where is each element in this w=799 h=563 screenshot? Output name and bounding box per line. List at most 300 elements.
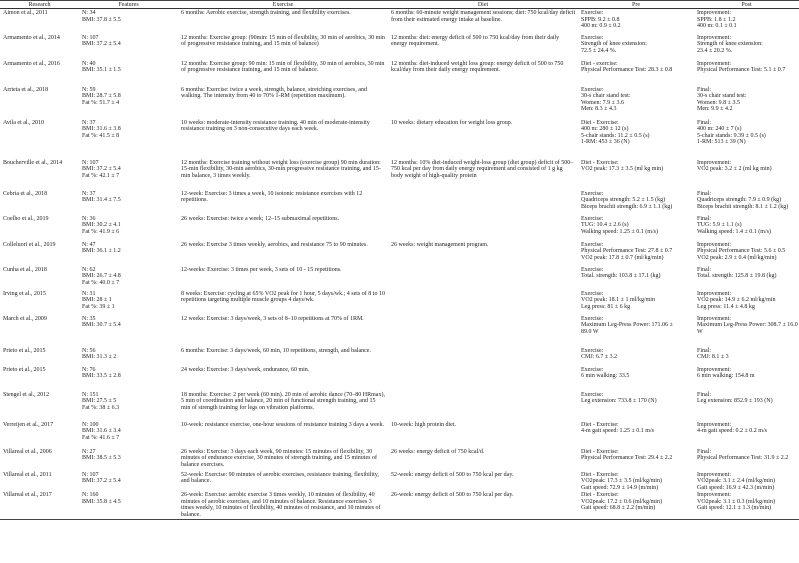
- exercise-cell: [178, 159, 388, 190]
- post-line: Final:: [697, 347, 712, 354]
- feature-line: BMI: 31.6 ± 3.4: [82, 428, 121, 435]
- features-cell: [79, 491, 178, 519]
- post-cell: [694, 448, 799, 471]
- diet-cell: [388, 34, 578, 60]
- exercise-text: 12 months: Exercise training without weight loss (exercise group) 90 min duration: 15-min flexibility, 30-min aerobics, 30-min progressive resistance training, and 15-min balance, 3 times weekly.: [181, 159, 381, 179]
- table-row: [0, 347, 799, 366]
- diet-text: 10-week: high protein diet.: [391, 421, 456, 428]
- diet-cell: [388, 421, 578, 448]
- diet-cell: [388, 215, 578, 241]
- post-line: 400 m: 0.1 ± 0.1: [697, 23, 737, 30]
- research-cell: [0, 391, 79, 421]
- header-exercise: Exercise: [178, 1, 388, 9]
- research-cell: [0, 86, 79, 119]
- exercise-cell: [178, 86, 388, 119]
- exercise-text: 12-week: Exercise: 3 times a week, 10 isotonic resistance exercises with 12 repetitions.: [181, 190, 363, 204]
- pre-line: Exercise:: [581, 10, 604, 16]
- feature-line: BMI: 30.2 ± 4.1: [82, 222, 121, 229]
- post-line: TUG: 5.9 ± 1.1 (s): [697, 222, 742, 229]
- post-line: Leg extension: 852.9 ± 193 (N): [697, 398, 773, 405]
- exercise-cell: [178, 190, 388, 215]
- feature-line: N: 151: [82, 391, 99, 398]
- features-cell: [79, 9, 178, 34]
- research-cell: [0, 34, 79, 60]
- features-cell: [79, 86, 178, 119]
- pre-line: Physical Performance Test: 29.4 ± 2.2: [581, 455, 673, 462]
- pre-line: Diet - Exercise:: [581, 421, 619, 428]
- exercise-text: 10-week: resistance exercise, one-hour sessions of resistance training 3 days a week.: [181, 421, 385, 428]
- feature-line: BMI: 35.8 ± 4.5: [82, 498, 121, 505]
- post-line: 5-chair stands: 9.39 ± 0.5 (s): [697, 132, 766, 139]
- diet-text: 52-week: energy deficit of 500 to 750 kcal per day.: [391, 471, 514, 478]
- table-row: [0, 491, 799, 519]
- features-cell: [79, 315, 178, 347]
- exercise-cell: [178, 266, 388, 290]
- pre-cell: [578, 448, 694, 471]
- post-cell: [694, 421, 799, 448]
- research-cell: [0, 119, 79, 159]
- feature-line: BMI: 31.3 ± 2: [82, 354, 117, 361]
- feature-line: N: 36: [82, 215, 96, 222]
- feature-line: BMI: 37.2 ± 5.4: [82, 166, 121, 173]
- pre-line: Exercise:: [581, 366, 604, 373]
- exercise-cell: [178, 215, 388, 241]
- table-body: [0, 9, 799, 520]
- diet-text: 26 weeks: weight management program.: [391, 241, 489, 248]
- features-cell: [79, 448, 178, 471]
- diet-cell: [388, 119, 578, 159]
- pre-line: Leg press: 81 ± 6 kg: [581, 303, 631, 310]
- post-line: Improvement:: [697, 492, 731, 499]
- feature-line: Fat %: 39 ± 1: [82, 303, 115, 310]
- table-row: [0, 159, 799, 190]
- feature-line: BMI: 38.5 ± 5.3: [82, 455, 121, 462]
- feature-line: N: 27: [82, 448, 96, 455]
- post-line: Final:: [697, 215, 712, 222]
- research-name: Prieto et al., 2015: [3, 366, 46, 373]
- research-cell: [0, 347, 79, 366]
- pre-cell: [578, 34, 694, 60]
- diet-text: 12 months: 10% diet-induced weight-loss group (diet group) deficit of 500–750 kcal per day from daily energy requirement and consisted of 1 g kg body weight of high-quality protein: [391, 159, 574, 179]
- pre-line: 5-chair stands: 11.2 ± 0.5 (s): [581, 132, 650, 139]
- post-cell: [694, 9, 799, 34]
- pre-line: Physical Performance Test: 27.8 ± 0.7: [581, 248, 673, 255]
- feature-line: Fat %: 42.1 ± 7: [82, 172, 120, 179]
- pre-line: 30-s chair stand test:: [581, 93, 631, 100]
- post-line: Maximum Leg-Press Power: 308.7 ± 16.0: [697, 322, 798, 329]
- pre-cell: [578, 266, 694, 290]
- research-cell: [0, 9, 79, 34]
- post-line: Improvement:: [697, 366, 731, 373]
- diet-cell: [388, 471, 578, 492]
- features-cell: [79, 190, 178, 215]
- diet-text: 10 weeks: dietary education for weight loss group.: [391, 119, 513, 126]
- post-cell: [694, 315, 799, 347]
- post-line: Physical Performance Test: 5.1 ± 0.7: [697, 67, 786, 74]
- post-line: Biceps brachii strength: 8.1 ± 1.2 (kg): [697, 203, 789, 210]
- post-line: Improvement:: [697, 60, 731, 67]
- table-row: [0, 9, 799, 34]
- research-cell: [0, 159, 79, 190]
- research-name: Prieto et al., 2015: [3, 347, 46, 354]
- research-name: Cunha et al., 2018: [3, 266, 47, 273]
- exercise-cell: [178, 119, 388, 159]
- pre-line: Diet - Exercise:: [581, 471, 619, 478]
- feature-line: N: 35: [82, 315, 96, 322]
- feature-line: N: 56: [82, 347, 96, 354]
- table-row: [0, 290, 799, 315]
- pre-line: VO2 peak: 17.8 ± 0.7 (ml/kg/min): [581, 254, 664, 261]
- pre-line: Exercise:: [581, 290, 604, 297]
- feature-line: Fat %: 41.6 ± 7: [82, 434, 120, 441]
- feature-line: Fat %: 41.5 ± 8: [82, 132, 120, 139]
- exercise-text: 24 weeks: Exercise: 3 days/week, endurance, 60 min.: [181, 366, 310, 373]
- feature-line: N: 47: [82, 241, 96, 248]
- feature-line: BMI: 28 ± 1: [82, 297, 112, 304]
- post-line: Final:: [697, 391, 712, 398]
- diet-cell: [388, 347, 578, 366]
- post-line: Improvement:: [697, 315, 731, 322]
- exercise-cell: [178, 421, 388, 448]
- header-diet: Diet: [388, 1, 578, 9]
- table-row: [0, 86, 799, 119]
- table-row: [0, 448, 799, 471]
- exercise-text: 26-week: Exercise: aerobic exercise 3 times weekly, 10 minutes of flexibility, 40 minutes of aerobic exercises, and 10 minutes of balance. Resistance exercises 3 times weekly, 10 minutes of flexibility, 40 minutes of resistance, and 10 minutes of balance.: [181, 492, 381, 519]
- pre-line: Diet - Exercise:: [581, 448, 619, 455]
- exercise-cell: [178, 290, 388, 315]
- exercise-text: 12 months: Exercise group: 90 min: 15 min of flexibility, 30 min of aerobics, 30 min of progressive resistance training, and 15 min of balance.: [181, 60, 385, 74]
- research-name: Colleluori et al., 2019: [3, 241, 56, 248]
- feature-line: BMI: 28.7 ± 5.8: [82, 93, 121, 100]
- post-line: Final:: [697, 448, 712, 455]
- research-name: Boucherville et al., 2014: [3, 159, 63, 166]
- pre-line: VO2peak: 17.3 ± 3.5 (ml/kg/min): [581, 478, 662, 485]
- diet-cell: [388, 86, 578, 119]
- post-line: Quadriceps strength: 7.9 ± 0.9 (kg): [697, 197, 782, 204]
- pre-line: Exercise:: [581, 266, 604, 273]
- diet-cell: [388, 9, 578, 34]
- diet-cell: [388, 290, 578, 315]
- pre-line: Maximum Leg-Press Power: 171.06 ±: [581, 322, 673, 329]
- features-cell: [79, 241, 178, 266]
- research-cell: [0, 215, 79, 241]
- feature-line: N: 107: [82, 34, 99, 41]
- post-line: Women: 9.8 ± 3.5: [697, 99, 740, 106]
- research-name: Aimon et al., 2011: [3, 10, 48, 16]
- table-row: [0, 34, 799, 60]
- pre-line: Quadriceps strength: 5.2 ± 1.5 (kg): [581, 197, 666, 204]
- pre-cell: [578, 347, 694, 366]
- post-line: CMJ: 8.1 ± 3: [697, 354, 729, 361]
- research-cell: [0, 491, 79, 519]
- post-line: 23.4 ± 20.2 %.: [697, 47, 733, 54]
- post-line: VO2peak: 3.1 ± 2.4 (ml/kg/min): [697, 478, 775, 485]
- feature-line: N: 34: [82, 10, 96, 16]
- exercise-cell: [178, 9, 388, 34]
- diet-cell: [388, 366, 578, 391]
- post-cell: [694, 290, 799, 315]
- post-line: Improvement:: [697, 34, 731, 41]
- table-row: [0, 215, 799, 241]
- feature-line: BMI: 31.6 ± 3.8: [82, 126, 121, 133]
- pre-line: Women: 7.9 ± 3.6: [581, 99, 624, 106]
- table-row: [0, 119, 799, 159]
- feature-line: N: 37: [82, 190, 96, 197]
- post-cell: [694, 215, 799, 241]
- exercise-text: 12 weeks: Exercise: 3 days/week, 3 sets of 8–10 repetitions at 70% of 1RM.: [181, 315, 364, 322]
- research-name: Villareal et al., 2011: [3, 471, 52, 478]
- exercise-cell: [178, 241, 388, 266]
- feature-line: BMI: 33.5 ± 2.8: [82, 373, 121, 380]
- research-name: March et al., 2009: [3, 315, 47, 322]
- pre-line: TUG: 10.4 ± 2.6 (s): [581, 222, 629, 229]
- post-line: Improvement:: [697, 10, 731, 16]
- features-cell: [79, 159, 178, 190]
- pre-cell: [578, 9, 694, 34]
- post-line: W: [697, 328, 703, 335]
- research-cell: [0, 448, 79, 471]
- features-cell: [79, 119, 178, 159]
- research-cell: [0, 471, 79, 492]
- post-line: 1-RM: 513 ± 39 (N): [697, 139, 746, 146]
- diet-text: 26-week: energy deficit of 500 to 750 kcal per day.: [391, 492, 514, 499]
- pre-cell: [578, 315, 694, 347]
- post-line: 30-s chair stand test:: [697, 93, 747, 100]
- pre-line: Total. strength: 103.8 ± 17.1 (kg): [581, 273, 661, 280]
- features-cell: [79, 266, 178, 290]
- header-pre: Pre: [578, 1, 694, 9]
- pre-line: VO2 peak: 17.3 ± 3.5 (ml kg min): [581, 166, 664, 173]
- post-line: 6 min walking: 154.8 m: [697, 373, 755, 380]
- pre-line: 72.5 ± 24.4 %.: [581, 47, 617, 54]
- post-line: Final:: [697, 86, 712, 93]
- features-cell: [79, 60, 178, 86]
- exercise-text: 18 months: Exercise: 2 per week (60 min). 20 min of aerobic dance (70–80 HRmax), 5 min of coordination and balance, 20 min of functional strength training, and 15 min of strength training for legs on vibration platforms.: [181, 391, 385, 411]
- post-line: Gait speed: 12.1 ± 1.3 (m/min): [697, 505, 772, 512]
- research-name: Armamento et al., 2014: [3, 34, 60, 41]
- exercise-text: 26 weeks: Exercise: 3 days each week, 90 minutes: 15 minutes of flexibility, 30 minutes of endurance exercise, 30 minutes of strength training, and 15 minutes of balance exercises.: [181, 448, 377, 468]
- post-line: VO2 peak: 14.9 ± 6.2 ml/kg/min: [697, 297, 776, 304]
- post-line: SPPB: 1.8 ± 1.2: [697, 16, 736, 23]
- diet-cell: [388, 391, 578, 421]
- table-row: [0, 421, 799, 448]
- pre-line: VO2peak: 17.2 ± 0.6 (ml/kg/min): [581, 498, 662, 505]
- post-line: 4-m gait speed: 0.2 ± 0.2 m/s: [697, 428, 767, 435]
- post-line: Strength of knee extension:: [697, 41, 763, 48]
- pre-line: Exercise:: [581, 215, 604, 222]
- post-cell: [694, 391, 799, 421]
- pre-cell: [578, 86, 694, 119]
- post-line: Improvement:: [697, 421, 731, 428]
- pre-cell: [578, 60, 694, 86]
- diet-text: 6 months: 60-minute weight management sessions; diet: 750 kcal/day deficit from their estimated energy intake at baseline.: [391, 10, 576, 23]
- pre-line: Exercise:: [581, 190, 604, 197]
- feature-line: Fat %: 41.9 ± 6: [82, 228, 120, 235]
- table-row: [0, 190, 799, 215]
- table-row: [0, 60, 799, 86]
- research-cell: [0, 266, 79, 290]
- research-name: Arrieta et al., 2018: [3, 86, 49, 93]
- post-line: Final:: [697, 266, 712, 273]
- research-name: Avila et al., 2010: [3, 119, 45, 126]
- pre-cell: [578, 190, 694, 215]
- diet-text: 12 months: diet: energy deficit of 500 to 750 kcal/day from their daily energy requirement.: [391, 34, 560, 48]
- header-row: [0, 1, 799, 9]
- feature-line: N: 62: [82, 266, 96, 273]
- features-cell: [79, 471, 178, 492]
- pre-line: Walking speed: 1.25 ± 0.1 (m/s): [581, 228, 658, 235]
- pre-line: Exercise:: [581, 241, 604, 248]
- header-features: Features: [79, 1, 178, 9]
- pre-line: Exercise:: [581, 34, 604, 41]
- post-line: VO2 peak: 2.9 ± 0.4 (ml/kg/min): [697, 254, 777, 261]
- pre-line: 400 m: 280 ± 12 (s): [581, 126, 629, 133]
- pre-line: Strength of knee extension:: [581, 41, 647, 48]
- table-row: [0, 471, 799, 492]
- diet-text: 12 months: diet-induced weight loss group: energy deficit of 500 to 750 kcal/day from their daily energy requirement.: [391, 60, 564, 74]
- exercise-cell: [178, 366, 388, 391]
- post-line: Improvement:: [697, 471, 731, 478]
- table-row: [0, 266, 799, 290]
- pre-line: Exercise:: [581, 86, 604, 93]
- exercise-cell: [178, 391, 388, 421]
- research-cell: [0, 241, 79, 266]
- post-line: Physical Performance Test: 31.9 ± 2.2: [697, 455, 789, 462]
- pre-line: 89.0 W: [581, 328, 599, 335]
- research-cell: [0, 366, 79, 391]
- exercise-text: 6 months: Exercise: twice a week, strength, balance, stretching exercises, and walking. The intensity from 40 to 70% 1-RM (repetition maximum).: [181, 86, 367, 100]
- post-cell: [694, 366, 799, 391]
- diet-cell: [388, 60, 578, 86]
- post-cell: [694, 86, 799, 119]
- post-line: Gait speed: 16.9 ± 42.3 (m/min): [697, 484, 775, 491]
- post-line: VO2 peak: 3.2 ± 2 (ml kg min): [697, 166, 772, 173]
- post-line: Final:: [697, 190, 712, 197]
- pre-line: Gait speed: 72.9 ± 14.9 (m/min): [581, 484, 659, 491]
- features-cell: [79, 347, 178, 366]
- feature-line: BMI: 30.7 ± 5.4: [82, 322, 121, 329]
- post-cell: [694, 190, 799, 215]
- features-cell: [79, 391, 178, 421]
- exercise-text: 12-weeks: Exercise: 3 times per week, 3 sets of 10 - 15 repetitions.: [181, 266, 342, 273]
- table-row: [0, 366, 799, 391]
- pre-cell: [578, 491, 694, 519]
- exercise-text: 52-week: Exercise: 90 minutes of aerobic exercises, resistance training, flexibility, and balance.: [181, 471, 379, 485]
- pre-cell: [578, 366, 694, 391]
- pre-line: Exercise:: [581, 391, 604, 398]
- pre-line: Diet - Exercise:: [581, 492, 619, 499]
- feature-line: N: 59: [82, 86, 96, 93]
- exercise-text: 12 months: Exercise group: (90min: 15 min of flexibility, 30 min of aerobics, 30 min of progressive resistance training, and 15 min of balance): [181, 34, 385, 48]
- feature-line: BMI: 27.5 ± 5: [82, 398, 117, 405]
- pre-line: Physical Performance Test: 28.3 ± 0.8: [581, 67, 673, 74]
- pre-cell: [578, 241, 694, 266]
- header-post: Post: [694, 1, 799, 9]
- pre-cell: [578, 290, 694, 315]
- pre-line: 4-m gait speed: 1.25 ± 0.1 m/s: [581, 428, 654, 435]
- feature-line: N: 100: [82, 421, 99, 428]
- feature-line: BMI: 37.2 ± 5.4: [82, 478, 121, 485]
- feature-line: N: 31: [82, 290, 96, 297]
- diet-cell: [388, 266, 578, 290]
- pre-line: Diet - exercise:: [581, 60, 618, 67]
- feature-line: BMI: 36.1 ± 1.2: [82, 248, 121, 255]
- pre-cell: [578, 471, 694, 492]
- features-cell: [79, 215, 178, 241]
- post-cell: [694, 347, 799, 366]
- diet-cell: [388, 190, 578, 215]
- diet-text: 26 weeks: energy deficit of 750 kcal/d.: [391, 448, 485, 455]
- exercise-cell: [178, 491, 388, 519]
- table-row: [0, 315, 799, 347]
- diet-cell: [388, 448, 578, 471]
- feature-line: N: 107: [82, 471, 99, 478]
- pre-line: SPPB: 9.2 ± 0.8: [581, 16, 620, 23]
- pre-cell: [578, 421, 694, 448]
- pre-line: Gait speed: 68.8 ± 2.2 (m/min): [581, 505, 656, 512]
- post-line: Final:: [697, 119, 712, 126]
- features-cell: [79, 290, 178, 315]
- research-name: Irving et al., 2015: [3, 290, 46, 297]
- exercise-text: 8 weeks: Exercise: cycling at 65% VO2 peak for 1 hour, 5 days/wk.; 4 sets of 8 to 10 repetitions targeting multiple muscle groups 4 days/wk.: [181, 290, 385, 304]
- feature-line: Fat %: 51.7 ± 4: [82, 99, 120, 106]
- feature-line: N: 160: [82, 492, 99, 499]
- pre-line: Exercise:: [581, 315, 604, 322]
- post-cell: [694, 159, 799, 190]
- research-name: Villareal et al., 2017: [3, 492, 52, 499]
- post-cell: [694, 471, 799, 492]
- pre-cell: [578, 391, 694, 421]
- pre-line: Exercise:: [581, 347, 604, 354]
- pre-line: Men: 8.3 ± 4.3: [581, 106, 617, 113]
- feature-line: BMI: 31.4 ± 7.5: [82, 197, 121, 204]
- post-cell: [694, 60, 799, 86]
- table-row: [0, 391, 799, 421]
- post-cell: [694, 491, 799, 519]
- table-row: [0, 241, 799, 266]
- exercise-cell: [178, 347, 388, 366]
- post-line: Improvement:: [697, 241, 731, 248]
- header-research: Research: [0, 1, 79, 9]
- feature-line: N: 37: [82, 119, 96, 126]
- post-line: Leg press: 11.4 ± 4.8 kg: [697, 303, 755, 310]
- research-cell: [0, 190, 79, 215]
- post-line: Men: 9.9 ± 4.2: [697, 106, 733, 113]
- feature-line: Fat %: 38 ± 6.3: [82, 404, 120, 411]
- pre-line: Diet - Exercise:: [581, 159, 619, 166]
- research-name: Cebria et al., 2018: [3, 190, 48, 197]
- pre-line: 1-RM: 453 ± 36 (N): [581, 139, 630, 146]
- feature-line: N: 76: [82, 366, 96, 373]
- feature-line: N: 40: [82, 60, 96, 67]
- pre-cell: [578, 159, 694, 190]
- post-line: Improvement:: [697, 290, 731, 297]
- pre-cell: [578, 215, 694, 241]
- exercise-cell: [178, 471, 388, 492]
- exercise-text: 26 weeks: Exercise: twice a week; 12–15 submaximal repetitions.: [181, 215, 340, 222]
- research-cell: [0, 60, 79, 86]
- pre-line: 400 m: 0.9 ± 0.2: [581, 23, 621, 30]
- research-name: Armamento et al., 2016: [3, 60, 60, 67]
- research-name: Villareal et al., 2006: [3, 448, 52, 455]
- post-line: VO2peak: 3.1 ± 0.3 (ml/kg/min): [697, 498, 775, 505]
- exercise-text: 26 weeks: Exercise 3 times weekly, aerobics, and resistance 75 to 90 minutes.: [181, 241, 368, 248]
- diet-cell: [388, 491, 578, 519]
- feature-line: BMI: 26.7 ± 4.8: [82, 273, 121, 280]
- feature-line: Fat %: 40.0 ± 7: [82, 279, 120, 286]
- exercise-cell: [178, 34, 388, 60]
- feature-line: N: 107: [82, 159, 99, 166]
